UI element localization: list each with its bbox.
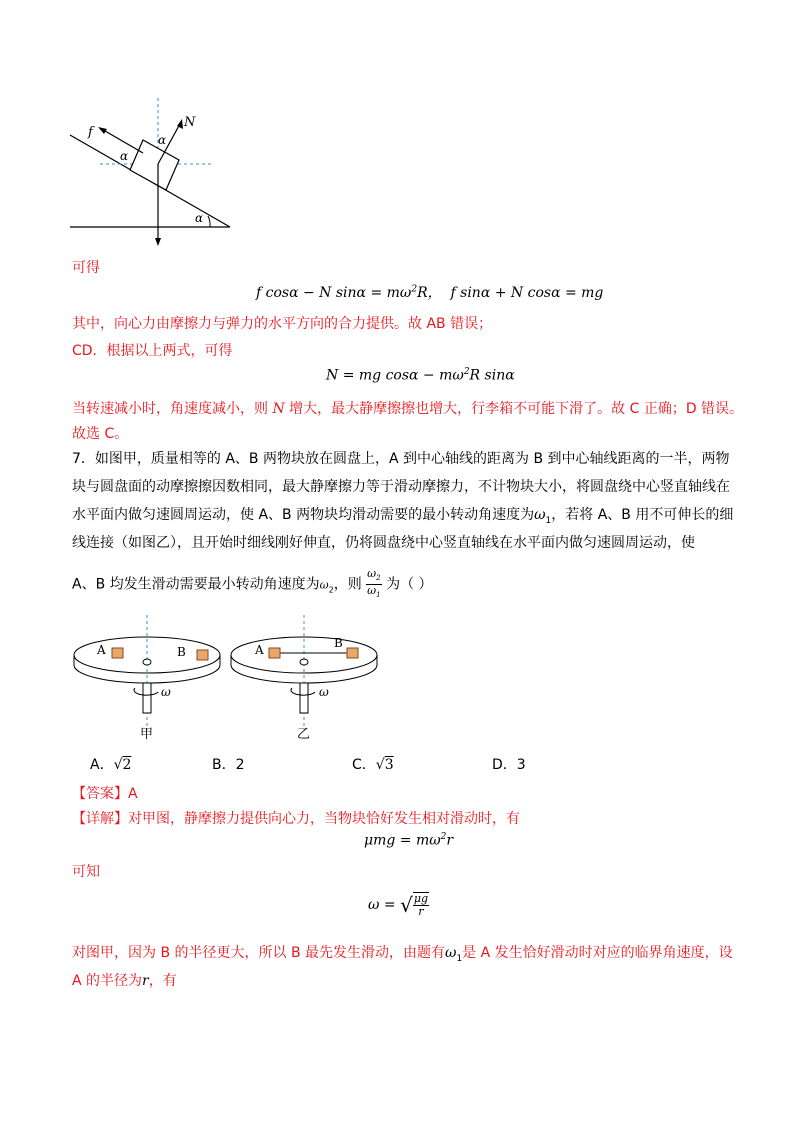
text-line-1: 可得 bbox=[72, 260, 100, 276]
block-A-jia bbox=[112, 648, 123, 658]
shaft-jia bbox=[143, 683, 151, 713]
label-alpha-top: α bbox=[158, 133, 167, 147]
label-alpha-bottom: α bbox=[195, 211, 204, 225]
label-jia: 甲 bbox=[140, 727, 154, 742]
question-line-3: 水平面内做匀速圆周运动，使 A、B 两物块均滑动需要的最小转动角速度为$\omega_1$，若将 A、B 用不可伸长的细 bbox=[72, 507, 734, 526]
ratio-fraction: $\frac{\omega_2}{\omega_1}$ bbox=[367, 567, 381, 600]
option-D: D．3 bbox=[492, 757, 526, 773]
label-N: N bbox=[184, 115, 196, 130]
equation-2: N = mg $\cos\alpha - m\omega^2R$ sinα bbox=[326, 367, 515, 384]
hole-yi bbox=[300, 659, 308, 665]
text-line-2: 其中，向心力由摩擦力与弹力的水平方向的合力提供。故 AB 错误； bbox=[72, 316, 493, 332]
option-A: A．√2 bbox=[90, 757, 132, 773]
detail-line-1: 【详解】对甲图，静摩擦力提供向心力，当物块恰好发生相对滑动时，有 bbox=[72, 811, 520, 827]
arrowhead-f bbox=[98, 127, 107, 134]
option-B: B．2 bbox=[212, 757, 245, 773]
equation-1: f cosα − N $\sin\alpha = m\omega^2R$， f sinα + N cosα = mg bbox=[256, 284, 604, 301]
label-B-yi: B bbox=[334, 636, 343, 650]
text-line-3: CD．根据以上两式，可得 bbox=[72, 343, 233, 359]
disc-jia bbox=[74, 615, 220, 742]
text-line-5: 故选 C。 bbox=[72, 426, 129, 442]
question-line-5: A、B 均发生滑动需要最小转动角速度为$\omega_2$，则 $\frac{\omega_2}{\omega_1}$ 为（ ） bbox=[72, 567, 433, 600]
equation-3: $\mu mg = m\omega^2r$ bbox=[364, 832, 454, 849]
block-B-jia bbox=[197, 650, 208, 660]
disc-yi bbox=[231, 615, 377, 742]
block-B-yi bbox=[347, 648, 358, 658]
option-C: C．√3 bbox=[352, 757, 394, 773]
answer-line: 【答案】A bbox=[72, 786, 138, 802]
question-line-4: 线连接（如图乙），且开始时细线刚好伸直，仍将圆盘绕中心竖直轴线在水平面内做匀速圆周运动，使 bbox=[72, 535, 695, 551]
label-omega-jia: ω bbox=[161, 685, 171, 699]
detail-line-2: 对图甲，因为 B 的半径更大，所以 B 最先发生滑动，由题有$\omega_1$是 A 发生恰好滑动时对应的临界角速度，设 bbox=[72, 945, 733, 964]
shaft-yi bbox=[300, 683, 308, 713]
detail-line-3: A 的半径为r，有 bbox=[72, 973, 177, 989]
label-A-yi: A bbox=[255, 643, 264, 657]
incline-force-diagram bbox=[60, 90, 260, 255]
question-line-1: 7．如图甲，质量相等的 A、B 两物块放在圆盘上，A 到中心轴线的距离为 B 到中心轴线距离的一半，两物 bbox=[72, 451, 730, 467]
rotating-disc-diagram bbox=[70, 610, 390, 745]
label-alpha-left: α bbox=[120, 149, 129, 163]
label-f: f bbox=[88, 125, 93, 140]
text-line-6: 可知 bbox=[72, 864, 100, 880]
label-omega-yi: ω bbox=[319, 685, 329, 699]
question-line-2: 块与圆盘面的动摩擦擦因数相同，最大静摩擦力等于滑动摩擦力，不计物块大小，将圆盘绕中心竖直轴线在 bbox=[72, 479, 730, 495]
box bbox=[130, 140, 179, 190]
arrowhead-mg bbox=[155, 238, 161, 246]
label-B-jia: B bbox=[177, 645, 186, 659]
equation-4: ω = √ $\frac{\mu g}{r}$ bbox=[368, 892, 429, 918]
block-A-yi bbox=[269, 648, 280, 658]
text-line-4: 当转速减小时，角速度减小，则 N 增大，最大静摩擦擦也增大，行李箱不可能下滑了。故 C 正确；D 错误。 bbox=[72, 401, 744, 417]
label-yi: 乙 bbox=[297, 727, 311, 742]
angle-arc-bottom bbox=[208, 216, 210, 227]
hole-jia bbox=[143, 659, 151, 665]
label-A-jia: A bbox=[97, 643, 106, 657]
